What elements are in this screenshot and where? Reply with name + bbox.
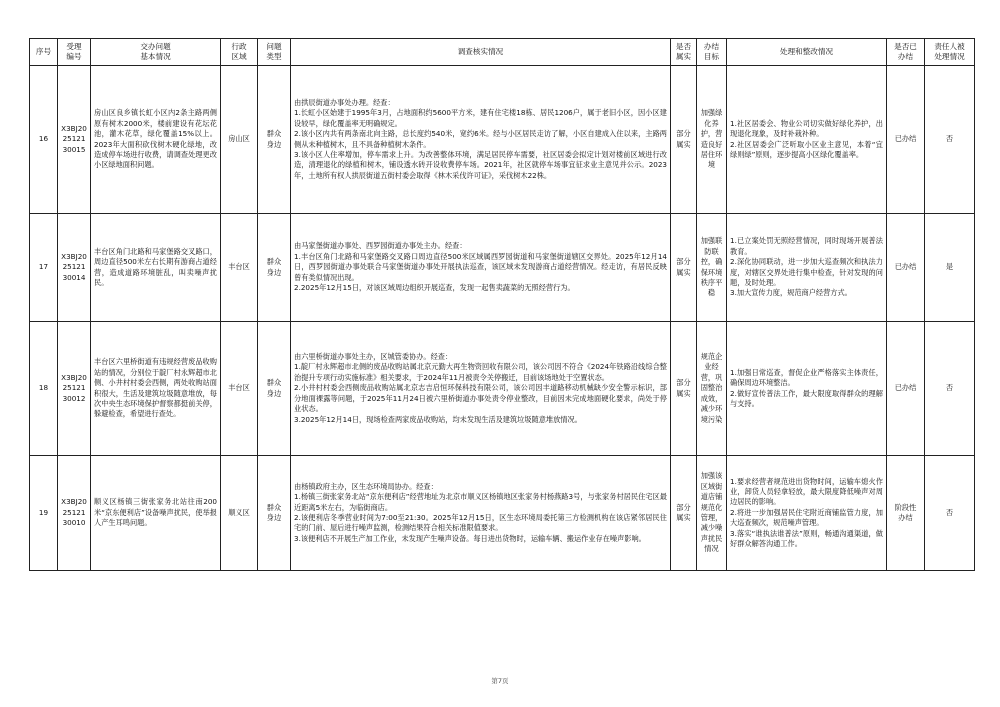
table-row [30, 66, 975, 214]
row-punish: 否 [925, 66, 975, 214]
page-number: 第7页 [491, 677, 509, 685]
case-table [29, 38, 975, 571]
row-issue: 丰台区角门北路和马家堡路交叉路口，周边直径500米左右长期有游商占道经营，造成道路环境脏乱，叫卖噪声扰民。 [91, 214, 221, 322]
header-type: 问题 类型 [258, 39, 291, 66]
table-row [30, 456, 975, 571]
row-code: X3BJ20 25121 30012 [58, 322, 91, 456]
row-done: 已办结 [887, 322, 925, 456]
row-number: 17 [30, 214, 58, 322]
row-issue: 丰台区六里桥街道有违规经营废品收购站的情况，分别位于靛厂村永辉超市北侧、小井村村委会西侧，两处收购站面积很大，生活及建筑垃圾随意堆放，每次中央生态环境保护督察都挺前关停，躲避检查，希望进行查处。 [91, 322, 221, 456]
row-verified: 部分 属实 [671, 322, 697, 456]
row-done: 阶段性 办结 [887, 456, 925, 571]
row-verified: 部分 属实 [671, 214, 697, 322]
row-type: 群众 身边 [258, 322, 291, 456]
row-handling: 1.社区居委会、物业公司切实做好绿化养护，出现退化现象，及时补栽补种。 2.社区居委会广泛听取小区业主意见，本着“宜绿则绿”原则，逐步提高小区绿化覆盖率。 [727, 66, 887, 214]
row-number: 18 [30, 322, 58, 456]
header-issue: 交办问题 基本情况 [91, 39, 221, 66]
row-investigation: 由六里桥街道办事处主办，区城管委协办。经查： 1.靛厂村永辉超市北侧的废品收购站属北京元勤大再生物资回收有限公司，该公司因不符合《2024年铁路沿线综合整治提升专项行动实施标准》相关要求，于2024年11月被责令关停搬迁，目前该场地处于空置状态。 2.小井村村委会西侧废品收购站属北京志吉启恒环保科技有限公司，该公司因丰道路移动机械缺少安全警示标识，部分地面裸露等问题，于2025年11月24日被六里桥街道办事处责令停业整改，目前因未完成地面硬化要求，尚处于停业状态。 3.2025年12月14日，现场检查两家废品收购站，均未发现生活及建筑垃圾随意堆放情况。 [291, 322, 671, 456]
row-punish: 否 [925, 322, 975, 456]
row-type: 群众 身边 [258, 456, 291, 571]
row-done: 已办结 [887, 214, 925, 322]
row-code: X3BJ20 25121 30010 [58, 456, 91, 571]
header-investigation: 调查核实情况 [291, 39, 671, 66]
row-goal: 加强绿化养护，营造良好居住环境 [697, 66, 727, 214]
row-type: 群众 身边 [258, 66, 291, 214]
header-done: 是否已 办结 [887, 39, 925, 66]
row-handling: 1.要求经营者规范进出货物时间，运输车熄火作业，卸货人员轻拿轻放，最大限度降低噪声对周边居民的影响。 2.将进一步加强居民住宅附近商铺监管力度，加大巡查频次，规范噪声管理。 3.落实“谁执法谁普法”原则，畅通沟通渠道，做好群众解答沟通工作。 [727, 456, 887, 571]
row-code: X3BJ20 25121 30014 [58, 214, 91, 322]
row-punish: 否 [925, 456, 975, 571]
row-number: 16 [30, 66, 58, 214]
row-goal: 加强该区域街道店铺规范化管理，减少噪声扰民情况 [697, 456, 727, 571]
header-goal: 办结 目标 [697, 39, 727, 66]
table-row [30, 322, 975, 456]
row-district: 丰台区 [221, 322, 258, 456]
row-number: 19 [30, 456, 58, 571]
header-row [30, 39, 975, 66]
header-number: 序号 [30, 39, 58, 66]
row-type: 群众 身边 [258, 214, 291, 322]
row-district: 房山区 [221, 66, 258, 214]
row-punish: 是 [925, 214, 975, 322]
header-punish: 责任人被 处理情况 [925, 39, 975, 66]
row-handling: 1.已立案处罚无照经营情况，同时现场开展普法教育。 2.深化协同联动，进一步加大巡查频次和执法力度，对辖区交界处进行集中检查，针对发现的问题，及时处理。 3.加大宣传力度，规范商户经营方式。 [727, 214, 887, 322]
row-verified: 部分 属实 [671, 456, 697, 571]
row-goal: 加强联防联控，确保环境秩序平稳 [697, 214, 727, 322]
header-code: 受理 编号 [58, 39, 91, 66]
row-district: 丰台区 [221, 214, 258, 322]
row-investigation: 由拱辰街道办事处办理。经查： 1.长虹小区始建于1995年3月，占地面积约5600平方米，建有住宅楼18栋、居民1206户，属于老旧小区，因小区建设较早，绿化覆盖率无明确规定。 2.该小区内共有两条南北向主路，总长度约540米，宽约6米。经与小区居民走访了解，小区自建成入住以来，主路两侧从未种植树木，且不具备种植树木条件。 3.该小区人住率增加，停车需求上升。为改善整体环境，满足居民停车需要，社区居委会拟定计划对楼前区域进行改造，清理退化的绿植和树木，铺设透水砖开设收费停车场。2021年，社区就停车场事宜征求业主意见并公示。2023年，土地所有权人拱辰街道五街村委会取得《林木采伐许可证》，采伐树木22株。 [291, 66, 671, 214]
row-handling: 1.加强日常巡查，督促企业严格落实主体责任，确保周边环境整洁。 2.做好宣传普法工作，最大限度取得群众的理解与支持。 [727, 322, 887, 456]
table-row [30, 214, 975, 322]
row-code: X3BJ20 25121 30015 [58, 66, 91, 214]
row-investigation: 由马家堡街道办事处、西罗园街道办事处主办。经查： 1.丰台区角门北路和马家堡路交叉路口周边直径500米区域属西罗园街道和马家堡街道辖区交界处。2025年12月14日，西罗园街道办事处联合马家堡街道办事处开展执法巡查，该区域未发现游商占道经营情况。经走访，有居民反映曾有类似情况出现。 2.2025年12月15日，对该区域周边组织开展巡查，发现一起售卖蔬菜的无照经营行为。 [291, 214, 671, 322]
row-investigation: 由杨镇政府主办，区生态环境局协办。经查： 1.杨镇三街张家务北站“京东便利店”经营地址为北京市顺义区杨镇地区张家务村杨燕路3号，与张家务村居民住宅区最近距离5米左右，为临街商店。 2.该便利店冬季营业时间为7:00至21:30。2025年12月15日，区生态环境局委托第三方检测机构在该店紧邻居民住宅的门前、屋后进行噪声监测，检测结果符合相关标准限值要求。 3.该便利店不开展生产加工作业，未发现产生噪声设备。每日进出货物时，运输车辆、搬运作业存在噪声影响。 [291, 456, 671, 571]
row-district: 顺义区 [221, 456, 258, 571]
row-verified: 部分 属实 [671, 66, 697, 214]
header-handling: 处理和整改情况 [727, 39, 887, 66]
header-verified: 是否 属实 [671, 39, 697, 66]
row-goal: 规范企业经营，巩固整治成效，减少环境污染 [697, 322, 727, 456]
header-district: 行政 区域 [221, 39, 258, 66]
row-done: 已办结 [887, 66, 925, 214]
row-issue: 顺义区杨镇三街张家务北站往南200米“京东便利店”设备噪声扰民，使举报人产生耳鸣问题。 [91, 456, 221, 571]
row-issue: 房山区良乡镇长虹小区内2条主路两侧原有树木2000米，楼前建设有花坛花池，灌木花草，绿化覆盖15%以上。2023年大面积砍伐树木硬化绿地，改造成停车场进行收费，请调查处理更改小区绿地面积问题。 [91, 66, 221, 214]
